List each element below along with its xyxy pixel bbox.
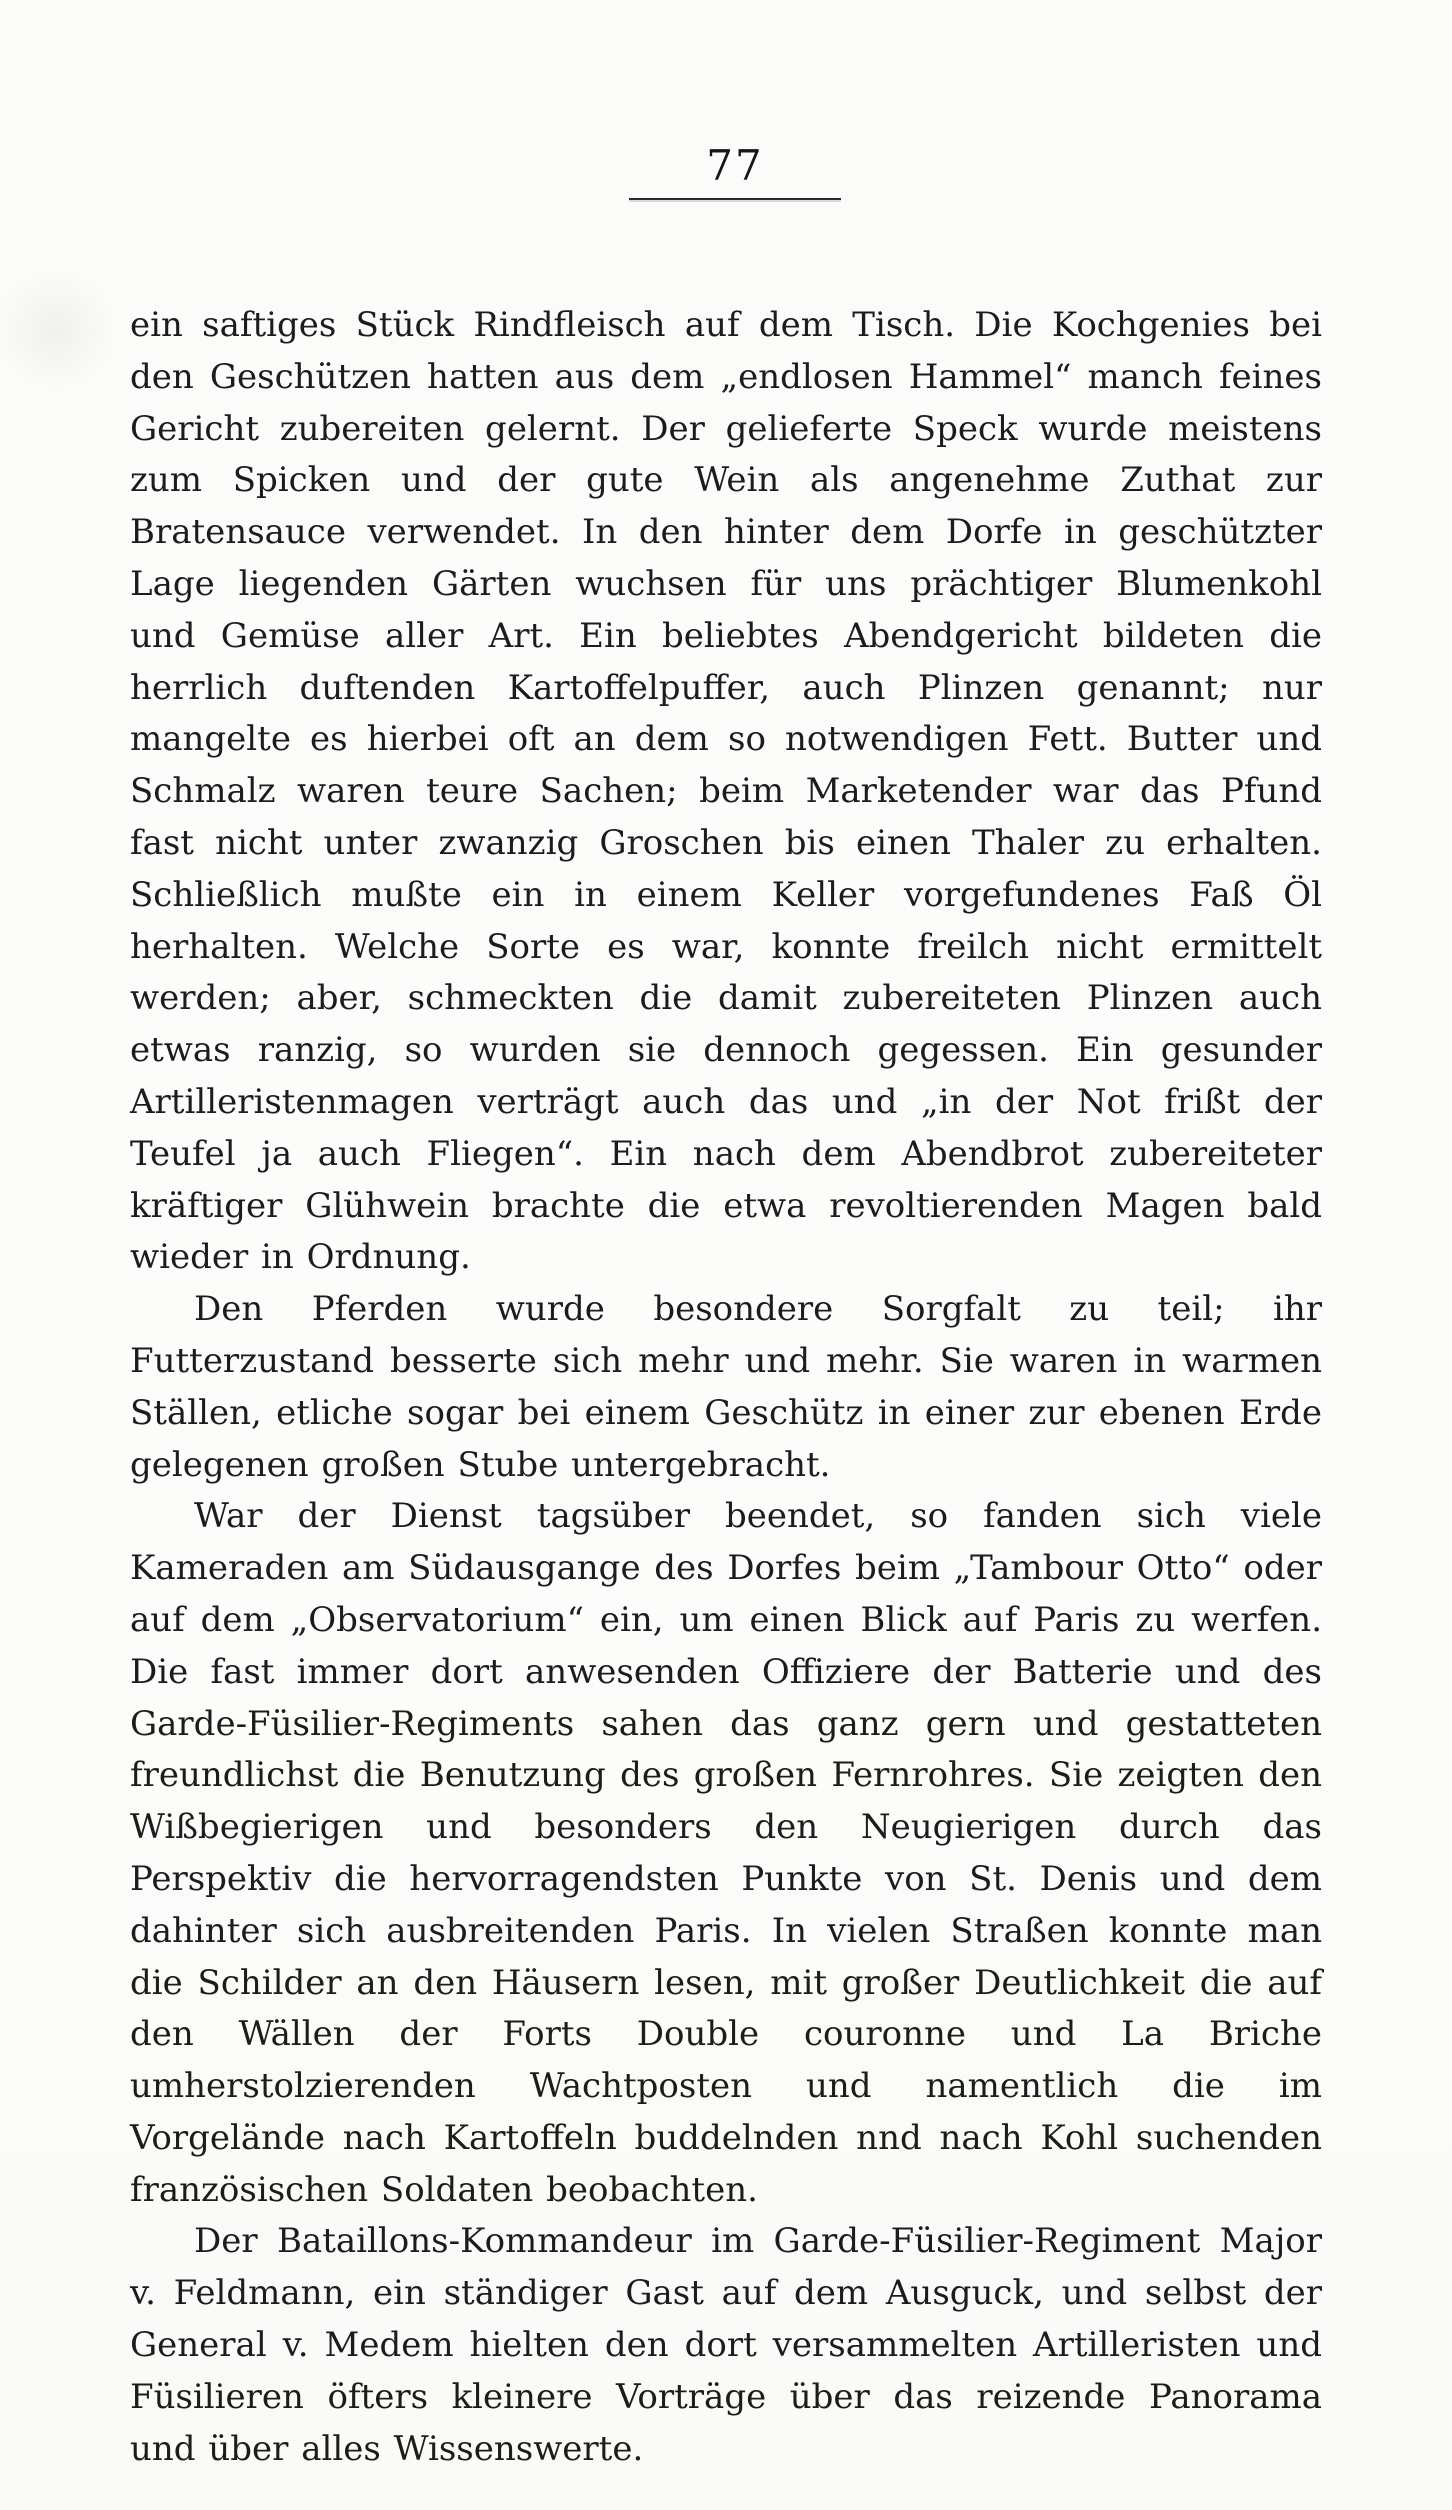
page-text (130, 300, 1322, 2475)
paragraph: ein saftiges Stück Rindfleisch auf dem Tisch. Die Kochgenies bei den Geschützen hatten aus dem „endlosen Hammel“ manch feines Gericht zubereiten gelernt. Der gelieferte Speck wurde meistens zum Spicken und der gute Wein als angenehme Zuthat zur Bratensauce verwendet. In den hinter dem Dorfe in geschützter Lage liegenden Gärten wuchsen für uns prächtiger Blumenkohl und Gemüse aller Art. Ein beliebtes Abendgericht bildeten die herrlich duftenden Kartoffelpuffer, auch Plinzen genannt; nur mangelte es hierbei oft an dem so notwendigen Fett. Butter und Schmalz waren teure Sachen; beim Marketender war das Pfund fast nicht unter zwanzig Groschen bis einen Thaler zu erhalten. Schließlich mußte ein in einem Keller vorgefundenes Faß Öl herhalten. Welche Sorte es war, konnte freilch nicht ermittelt werden; aber, schmeckten die damit zubereiteten Plinzen auch etwas ranzig, so wurden sie dennoch gegessen. Ein gesunder Artilleristenmagen verträgt auch das und „in der Not frißt der Teufel ja auch Fliegen“. Ein nach dem Abendbrot zubereiteter kräftiger Glühwein brachte die etwa revoltierenden Magen bald wieder in Ordnung. (130, 305, 1322, 1278)
page-header (610, 142, 860, 200)
paragraph: War der Dienst tagsüber beendet, so fanden sich viele Kameraden am Südausgange des Dorfes beim „Tambour Otto“ oder auf dem „Observatorium“ ein, um einen Blick auf Paris zu werfen. Die fast immer dort anwesenden Offiziere der Batterie und des Garde-Füsilier-Regiments sahen das ganz gern und gestatteten freundlichst die Benutzung des großen Fernrohres. Sie zeigten den Wißbegierigen und besonders den Neugierigen durch das Perspektiv die hervorragendsten Punkte von St. Denis und dem dahinter sich ausbreitenden Paris. In vielen Straßen konnte man die Schilder an den Häusern lesen, mit großer Deutlichkeit die auf den Wällen der Forts Double couronne und La Briche umherstolzierenden Wachtposten und namentlich die im Vorgelände nach Kartoffeln buddelnden nnd nach Kohl suchenden französischen Soldaten beobachten. (130, 1496, 1322, 2210)
paragraph: Den Pferden wurde besondere Sorgfalt zu teil; ihr Futterzustand besserte sich mehr und mehr. Sie waren in warmen Ställen, etliche sogar bei einem Geschütz in einer zur ebenen Erde gelegenen großen Stube untergebracht. (130, 1289, 1322, 1485)
paragraph: Der Bataillons-Kommandeur im Garde-Füsilier-Regiment Major v. Feldmann, ein ständiger Gast auf dem Ausguck, und selbst der General v. Medem hielten den dort versammelten Artilleristen und Füsilieren öfters kleinere Vorträge über das reizende Panorama und über alles Wissenswerte. (130, 2221, 1322, 2469)
header-rule (629, 198, 841, 200)
page-number: 77 (706, 141, 764, 190)
